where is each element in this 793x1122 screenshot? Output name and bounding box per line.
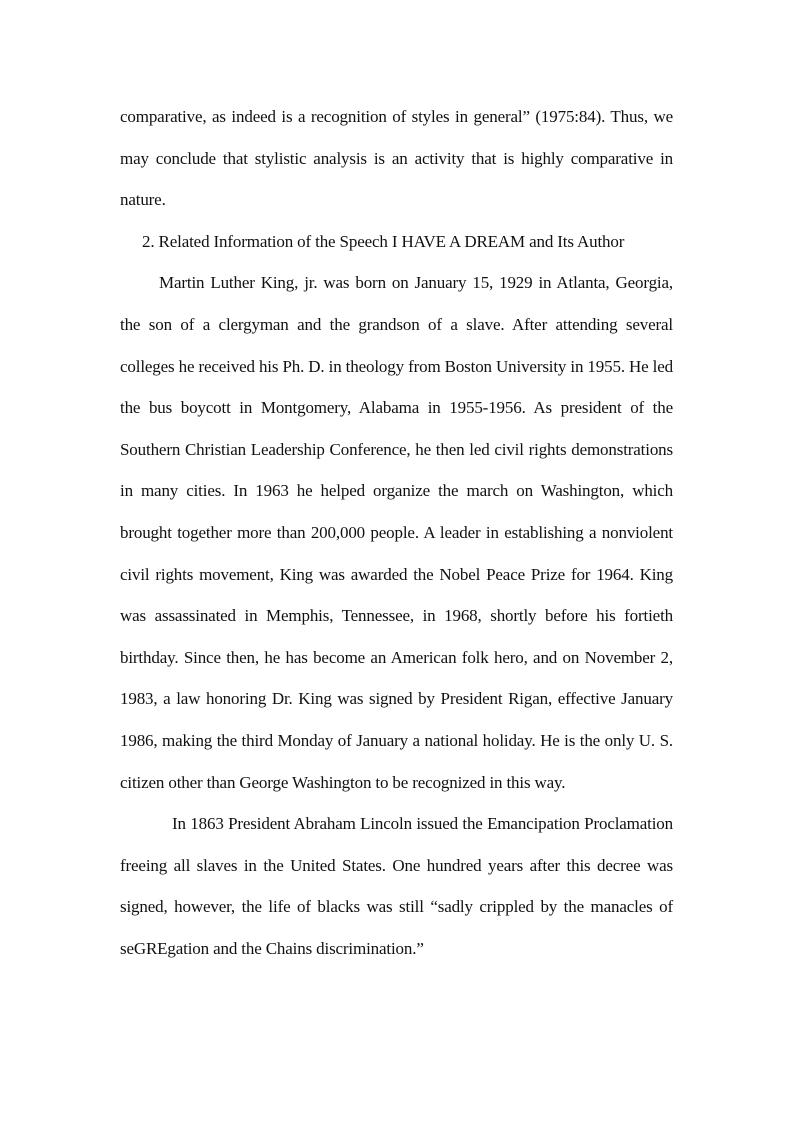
section-heading: 2. Related Information of the Speech I HAVE A DREAM and Its Author [142, 231, 625, 251]
document-body [120, 96, 673, 969]
paragraph-intro-continuation: comparative, as indeed is a recognition of styles in general” (1975:84). Thus, we may conclude that stylistic analysis is an activity that is highly comparative in nature. [120, 107, 673, 210]
paragraph-emancipation: In 1863 President Abraham Lincoln issued the Emancipation Proclamation freeing all slaves in the United States. One hundred years after this decree was signed, however, the life of blacks was still “sadly crippled by the manacles of seGREgation and the Chains discrimination.” [120, 814, 673, 958]
paragraph-king-biography: Martin Luther King, jr. was born on January 15, 1929 in Atlanta, Georgia, the son of a clergyman and the grandson of a slave. After attending several colleges he received his Ph. D. in theology from Boston University in 1955. He led the bus boycott in Montgomery, Alabama in 1955-1956. As president of the Southern Christian Leadership Conference, he then led civil rights demonstrations in many cities. In 1963 he helped organize the march on Washington, which brought together more than 200,000 people. A leader in establishing a nonviolent civil rights movement, King was awarded the Nobel Peace Prize for 1964. King was assassinated in Memphis, Tennessee, in 1968, shortly before his fortieth birthday. Since then, he has become an American folk hero, and on November 2, 1983, a law honoring Dr. King was signed by President Rigan, effective January 1986, making the third Monday of January a national holiday. He is the only U. S. citizen other than George Washington to be recognized in this way. [120, 273, 673, 792]
